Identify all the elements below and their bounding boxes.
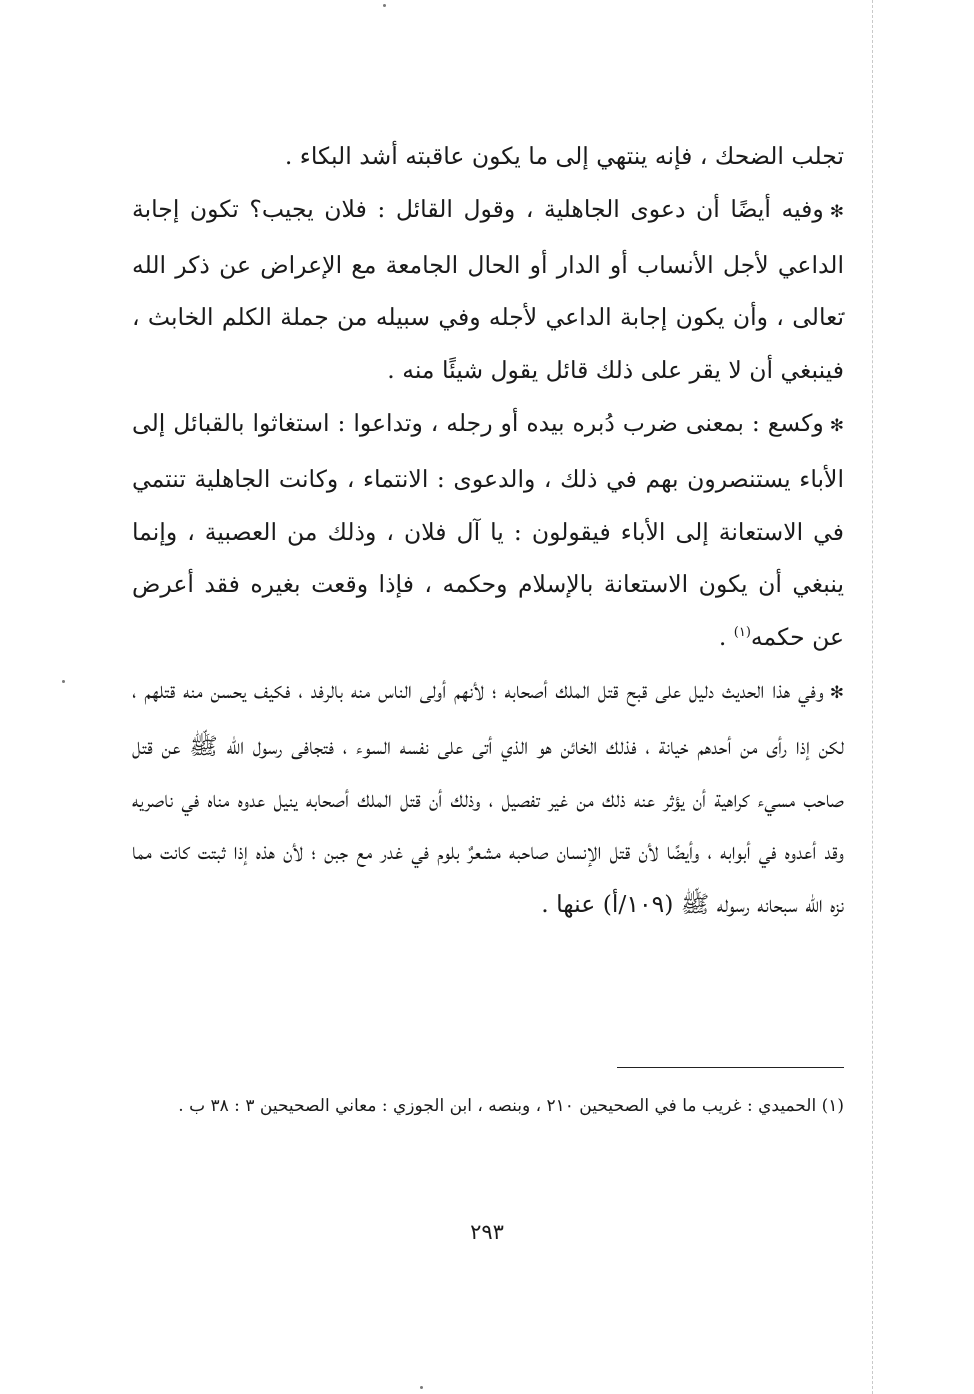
scan-speck xyxy=(62,680,65,683)
paragraph xyxy=(132,397,844,664)
page-number: ٢٩٣ xyxy=(470,1220,504,1244)
paragraph xyxy=(132,664,844,931)
footnote: (١) الحميدي : غريب ما في الصحيحين ٢١٠ ، وبنصه ، ابن الجوزي : معاني الصحيحين ٣ : ٣٨ ب . xyxy=(178,1096,844,1116)
paragraph xyxy=(132,183,844,397)
paragraph-continuation xyxy=(132,130,844,183)
asterisk-marker-icon: ✻ xyxy=(829,201,844,222)
paragraph-end: . xyxy=(718,623,734,652)
scan-fold-line xyxy=(872,0,873,1394)
footnote-reference[interactable]: (١) xyxy=(733,625,751,641)
paragraph-text: وفي هذا الحديث دليل على قبح قتل الملك أصحابه ؛ لأنهم أولى الناس منه بالرفد ، فكيف يحسن منه قتلهم ، لكن إذا رأى من أحدهم خيانة ، فذلك الخائن هو الذي أتى على نفسه السوء ، فتجافى رسول الله ﷺ عن قتل صاحب مسيء كراهية أن يؤثر عنه ذلك من غير تفصيل ، وذلك أن قتل الملك أصحابه ينيل عدوه مناه في ناصريه وقد أعدوه في أبوابه ، وأيضًا لأن قتل الإنسان صاحبه مشعرٌ بلوم في غدر مع جبن ؛ لأن هذه إذا ثبتت كانت مما نزه الله سبحانه رسوله ﷺ (١٠٩/أ) عنها . xyxy=(132,675,844,919)
paragraph-text: وفيه أيضًا أن دعوى الجاهلية ، وقول القائل : فلان يجيب؟ تكون إجابة الداعي لأجل الأنساب أو الدار أو الحال الجامعة مع الإعراض عن ذكر الله تعالى ، وأن يكون إجابة الداعي لأجله وفي سبيله من جملة الكلم الخابث ، فينبغي أن لا يقر على ذلك قائل يقول شيئًا منه . xyxy=(132,194,844,385)
scan-speck xyxy=(420,1386,423,1389)
main-text xyxy=(132,130,844,931)
asterisk-marker-icon: ✻ xyxy=(829,682,844,703)
paragraph-text: تجلب الضحك ، فإنه ينتهي إلى ما يكون عاقبته أشد البكاء . xyxy=(284,142,844,170)
asterisk-marker-icon: ✻ xyxy=(829,415,844,436)
scan-speck xyxy=(383,4,386,7)
footnote-divider xyxy=(617,1067,844,1068)
paragraph-text: وكسع : بمعنى ضرب دُبره بيده أو رجله ، وتداعوا : استغاثوا بالقبائل إلى الأباء يستنصرون بهم في ذلك ، والدعوى : الانتماء ، وكانت الجاهلية تنتمي في الاستعانة إلى الأباء فيقولون : يا آل فلان ، وذلك من العصبية ، وإنما ينبغي أن يكون الاستعانة بالإسلام وحكمه ، فإذا وقعت بغيره فقد أعرض عن حكمه xyxy=(132,408,844,652)
